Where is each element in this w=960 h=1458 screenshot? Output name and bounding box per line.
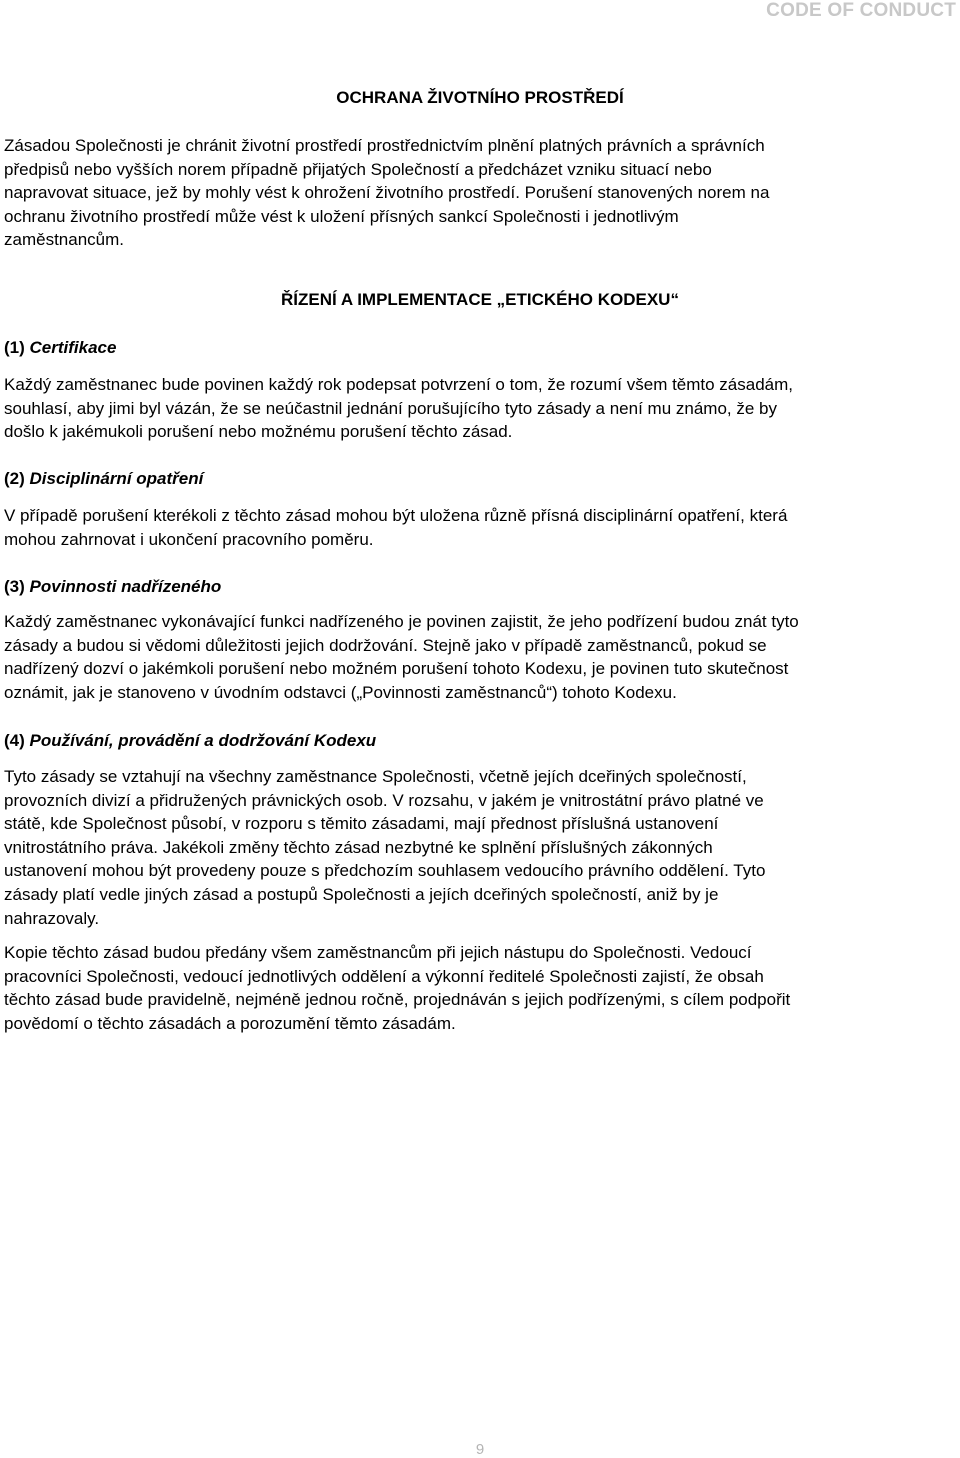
code-application-paragraph [4, 765, 958, 930]
text-line: zásady a budou si vědomi důležitosti jejich dodržování. Stejně jako v případě zaměstnanců, pokud se [4, 635, 767, 655]
text-line: státě, kde Společnost působí, v rozporu s těmito zásadami, mají přednost příslušná ustanovení [4, 814, 719, 834]
text-line: zásady platí vedle jiných zásad a postupů Společnosti a jejích dceřiných společností, aniž by je [4, 884, 719, 904]
heading-number: (3) [4, 577, 25, 596]
text-line: těchto zásad bude pravidelně, nejméně jednou ročně, projednáván s jejich podřízenými, s cílem podpořit [4, 990, 791, 1010]
text-line: oznámit, jak je stanoveno v úvodním odstavci („Povinnosti zaměstnanců“) tohoto Kodexu. [4, 682, 677, 702]
text-line: Zásadou Společnosti je chránit životní prostředí prostřednictvím plnění platných právních a správních [4, 136, 765, 155]
supervisor-duties-heading [4, 577, 221, 597]
supervisor-duties-paragraph [4, 610, 958, 704]
text-line: vnitrostátního práva. Jakékoli změny těchto zásad nezbytné ke splnění příslušných zákonných [4, 837, 713, 857]
text-line: Každý zaměstnanec vykonávající funkci nadřízeného je povinen zajistit, že jeho podřízení budou znát tyto [4, 612, 799, 631]
text-line: napravovat situace, jež by mohly vést k ohrožení životního prostředí. Porušení stanovených norem na [4, 183, 770, 203]
text-line: Kopie těchto zásad budou předány všem zaměstnancům při jejich nástupu do Společnosti. Vedoucí [4, 943, 752, 962]
page-number: 9 [475, 1441, 485, 1458]
text-line: provozních divizí a přidružených právnických osob. V rozsahu, v jakém je vnitrostátní právo platné ve [4, 790, 764, 810]
certification-paragraph [4, 373, 958, 444]
text-line: ochranu životního prostředí může vést k uložení přísných sankcí Společnosti i jednotlivým [4, 206, 679, 226]
environment-section-title: OCHRANA ŽIVOTNÍHO PROSTŘEDÍ [336, 88, 624, 107]
implementation-section-title: ŘÍZENÍ A IMPLEMENTACE „ETICKÉHO KODEXU“ [281, 290, 679, 309]
heading-number: (2) [4, 469, 25, 488]
text-line: předpisů nebo vyšších norem případně přijatých Společností a předcházet vzniku situací nebo [4, 159, 712, 179]
certification-heading [4, 338, 116, 358]
code-application-heading [4, 731, 376, 751]
text-line: zaměstnancům. [4, 230, 124, 250]
code-distribution-paragraph [4, 941, 958, 1035]
heading-text: Používání, provádění a dodržování Kodexu [29, 731, 377, 750]
disciplinary-heading [4, 469, 203, 489]
text-line: pracovníci Společnosti, vedoucí jednotlivých oddělení a výkonní ředitelé Společnosti zajistí, že obsah [4, 966, 764, 986]
heading-number: (4) [4, 731, 25, 750]
text-line: povědomí o těchto zásadách a porozumění těmto zásadám. [4, 1013, 456, 1033]
text-line: souhlasí, aby jimi byl vázán, že se neúčastnil jednání porušujícího tyto zásady a není mu známo, že by [4, 398, 777, 418]
environment-paragraph [4, 134, 958, 252]
text-line: ustanovení mohou být provedeny pouze s předchozím souhlasem vedoucího právního oddělení. Tyto [4, 861, 766, 881]
text-line: nadřízený dozví o jakémkoli porušení nebo možném porušení tohoto Kodexu, je povinen tuto skutečnost [4, 659, 789, 679]
text-line: Každý zaměstnanec bude povinen každý rok podepsat potvrzení o tom, že rozumí všem těmto zásadám, [4, 375, 794, 394]
heading-text: Disciplinární opatření [29, 469, 204, 488]
heading-number: (1) [4, 338, 25, 357]
document-header-title: CODE OF CONDUCT [766, 0, 956, 21]
heading-text: Povinnosti nadřízeného [29, 577, 222, 596]
text-line: došlo k jakémukoli porušení nebo možnému porušení těchto zásad. [4, 422, 513, 442]
disciplinary-paragraph [4, 504, 958, 551]
text-line: nahrazovaly. [4, 908, 100, 928]
text-line: mohou zahrnovat i ukončení pracovního poměru. [4, 529, 374, 549]
text-line: Tyto zásady se vztahují na všechny zaměstnance Společnosti, včetně jejích dceřiných společností, [4, 767, 747, 786]
heading-text: Certifikace [29, 338, 117, 357]
text-line: V případě porušení kterékoli z těchto zásad mohou být uložena různě přísná disciplinární opatření, která [4, 506, 788, 525]
